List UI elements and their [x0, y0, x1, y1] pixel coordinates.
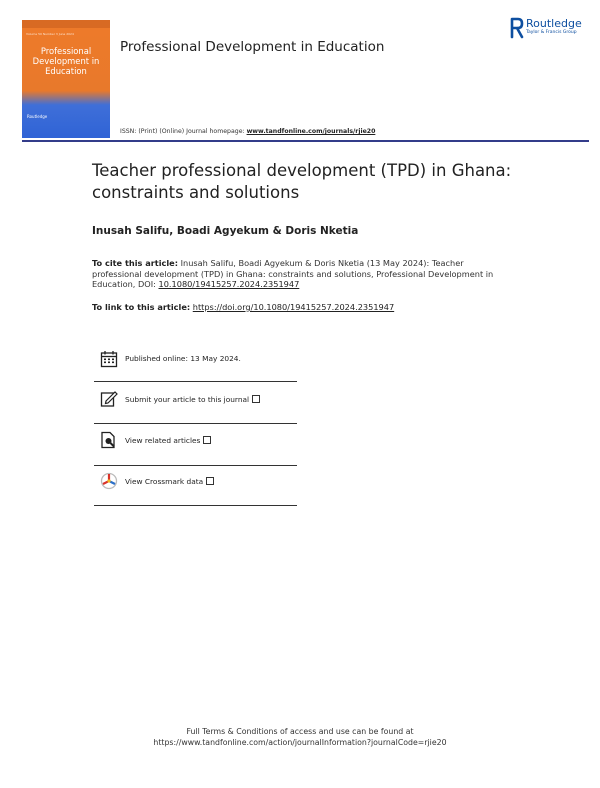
divider	[94, 423, 297, 424]
crossmark-link[interactable]	[100, 472, 290, 492]
crossmark-text: View Crossmark data	[125, 477, 204, 486]
published-date: Published online: 13 May 2024.	[125, 354, 241, 363]
journal-homepage-link[interactable]: www.tandfonline.com/journals/rjie20	[246, 128, 376, 135]
external-link-icon	[203, 436, 211, 444]
crossmark-icon	[100, 472, 118, 490]
cite-doi-link[interactable]: 10.1080/19415257.2024.2351947	[158, 279, 300, 290]
journal-title: Professional Development in Education	[120, 39, 385, 55]
cover-publisher: Routledge	[27, 114, 48, 119]
related-articles-link[interactable]	[100, 431, 290, 451]
divider	[94, 465, 297, 466]
article-authors: Inusah Salifu, Boadi Agyekum & Doris Nketia	[92, 225, 359, 237]
cover-title: Professional Development in Education	[32, 46, 100, 76]
logo-subtitle: Taylor & Francis Group	[526, 30, 577, 35]
header-rule	[22, 140, 589, 142]
external-link-icon	[206, 477, 214, 485]
published-item	[100, 350, 290, 370]
issn-label: ISSN: (Print) (Online) Journal homepage:	[120, 128, 245, 135]
cover-top-strip	[22, 20, 110, 36]
edit-icon	[100, 390, 118, 408]
journal-cover	[22, 20, 110, 138]
article-doi-link[interactable]: https://doi.org/10.1080/19415257.2024.2351947	[192, 302, 395, 312]
submit-label	[125, 394, 260, 404]
cite-label: To cite this article:	[92, 258, 178, 268]
divider	[94, 505, 297, 506]
crossmark-label	[125, 476, 214, 486]
submit-article-link[interactable]	[100, 390, 290, 410]
routledge-logo	[510, 17, 588, 43]
related-label	[125, 435, 211, 445]
footer-line1: Full Terms & Conditions of access and use can be found at	[186, 727, 414, 736]
citation-block	[92, 258, 502, 290]
article-link-line	[92, 302, 394, 312]
article-title: Teacher professional development (TPD) in Ghana: constraints and solutions	[92, 161, 512, 202]
cover-top-text: Volume 50 Number 3 June 2024	[26, 32, 74, 36]
issn-line	[120, 128, 375, 135]
logo-name: Routledge	[526, 17, 582, 30]
calendar-icon	[100, 350, 118, 368]
routledge-r-icon	[510, 17, 523, 39]
footer-terms-link[interactable]: https://www.tandfonline.com/action/journalInformation?journalCode=rjie20	[153, 738, 447, 747]
divider	[94, 381, 297, 382]
related-articles-icon	[100, 431, 118, 449]
cite-text: Inusah Salifu, Boadi Agyekum & Doris Nketia (13 May 2024): Teacher professional development (TPD) in Ghana: constraints and solutions, Professional Development in Education, DOI:	[92, 258, 494, 290]
external-link-icon	[252, 395, 260, 403]
related-text: View related articles	[125, 436, 201, 445]
submit-text: Submit your article to this journal	[125, 395, 250, 404]
link-label: To link to this article:	[92, 302, 191, 312]
footer	[0, 726, 600, 748]
